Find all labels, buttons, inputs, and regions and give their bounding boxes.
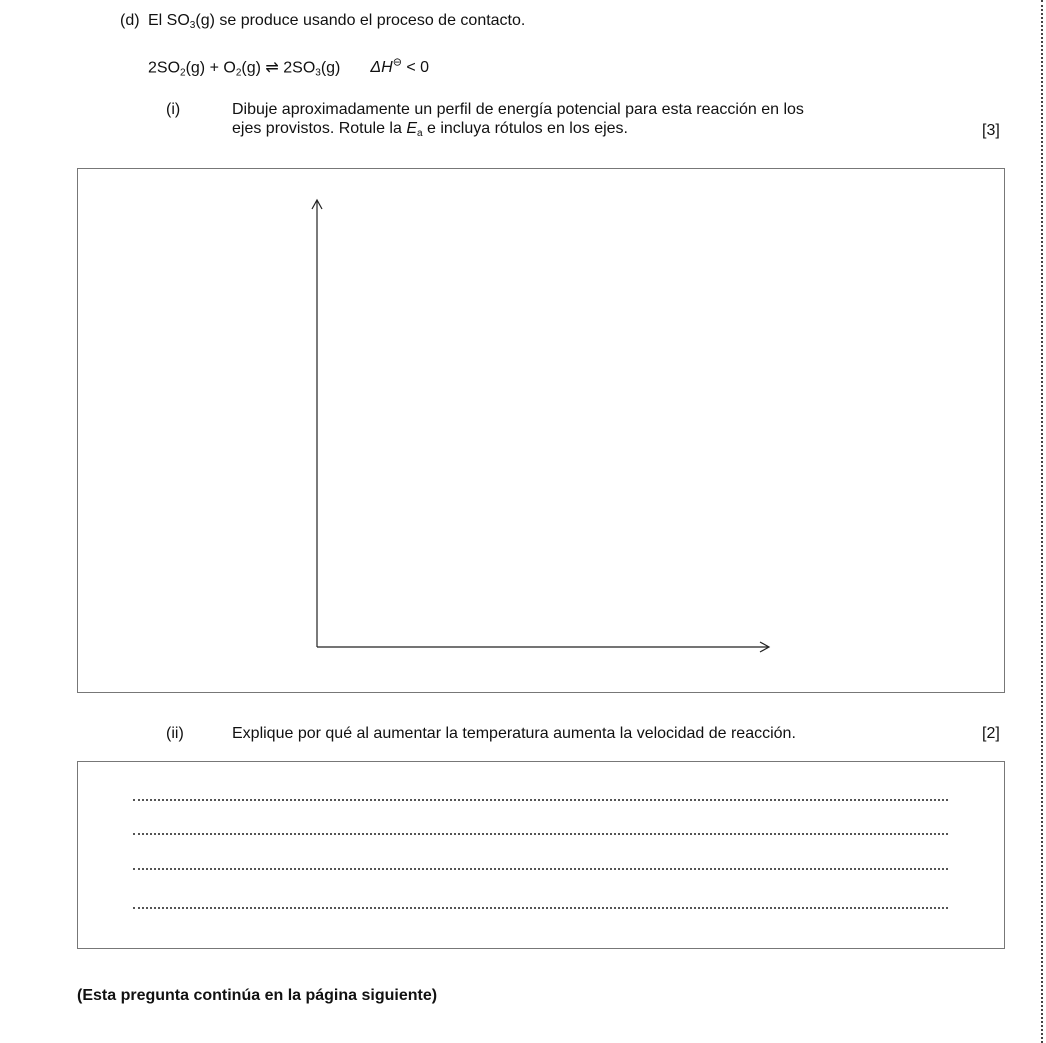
blank-axes: [78, 169, 1006, 694]
part-d-label: (d): [120, 12, 140, 29]
answer-line[interactable]: [133, 868, 948, 870]
question-ii-label: (ii): [166, 725, 184, 742]
answer-line[interactable]: [133, 833, 948, 835]
drawing-box[interactable]: [77, 168, 1005, 693]
answer-line[interactable]: [133, 907, 948, 909]
question-i-marks: [3]: [982, 122, 1000, 139]
answer-line[interactable]: [133, 799, 948, 801]
continuation-note: (Esta pregunta continúa en la página siguiente): [77, 987, 438, 1004]
part-d-intro: El $SO_3(g)$ se produce usando el proceso de contacto.: [148, 12, 526, 31]
answer-box[interactable]: [77, 761, 1005, 949]
question-ii-marks: [2]: [982, 725, 1000, 742]
question-i-label: (i): [166, 101, 181, 118]
question-i-line1: Dibuje aproximadamente un perfil de energía potencial para esta reacción en los: [232, 101, 804, 118]
question-i-line2: ejes provistos. Rotule la $E_a$ e incluya rótulos en los ejes.: [232, 120, 628, 139]
page-edge: [1041, 0, 1043, 1043]
question-ii-text: Explique por qué al aumentar la temperatura aumenta la velocidad de reacción.: [232, 725, 796, 742]
reaction-equation: $2SO_2(g) + O_2(g)$ ⇌ $2SO_3(g) \Delta H^⊖ < 0$: [148, 57, 430, 79]
